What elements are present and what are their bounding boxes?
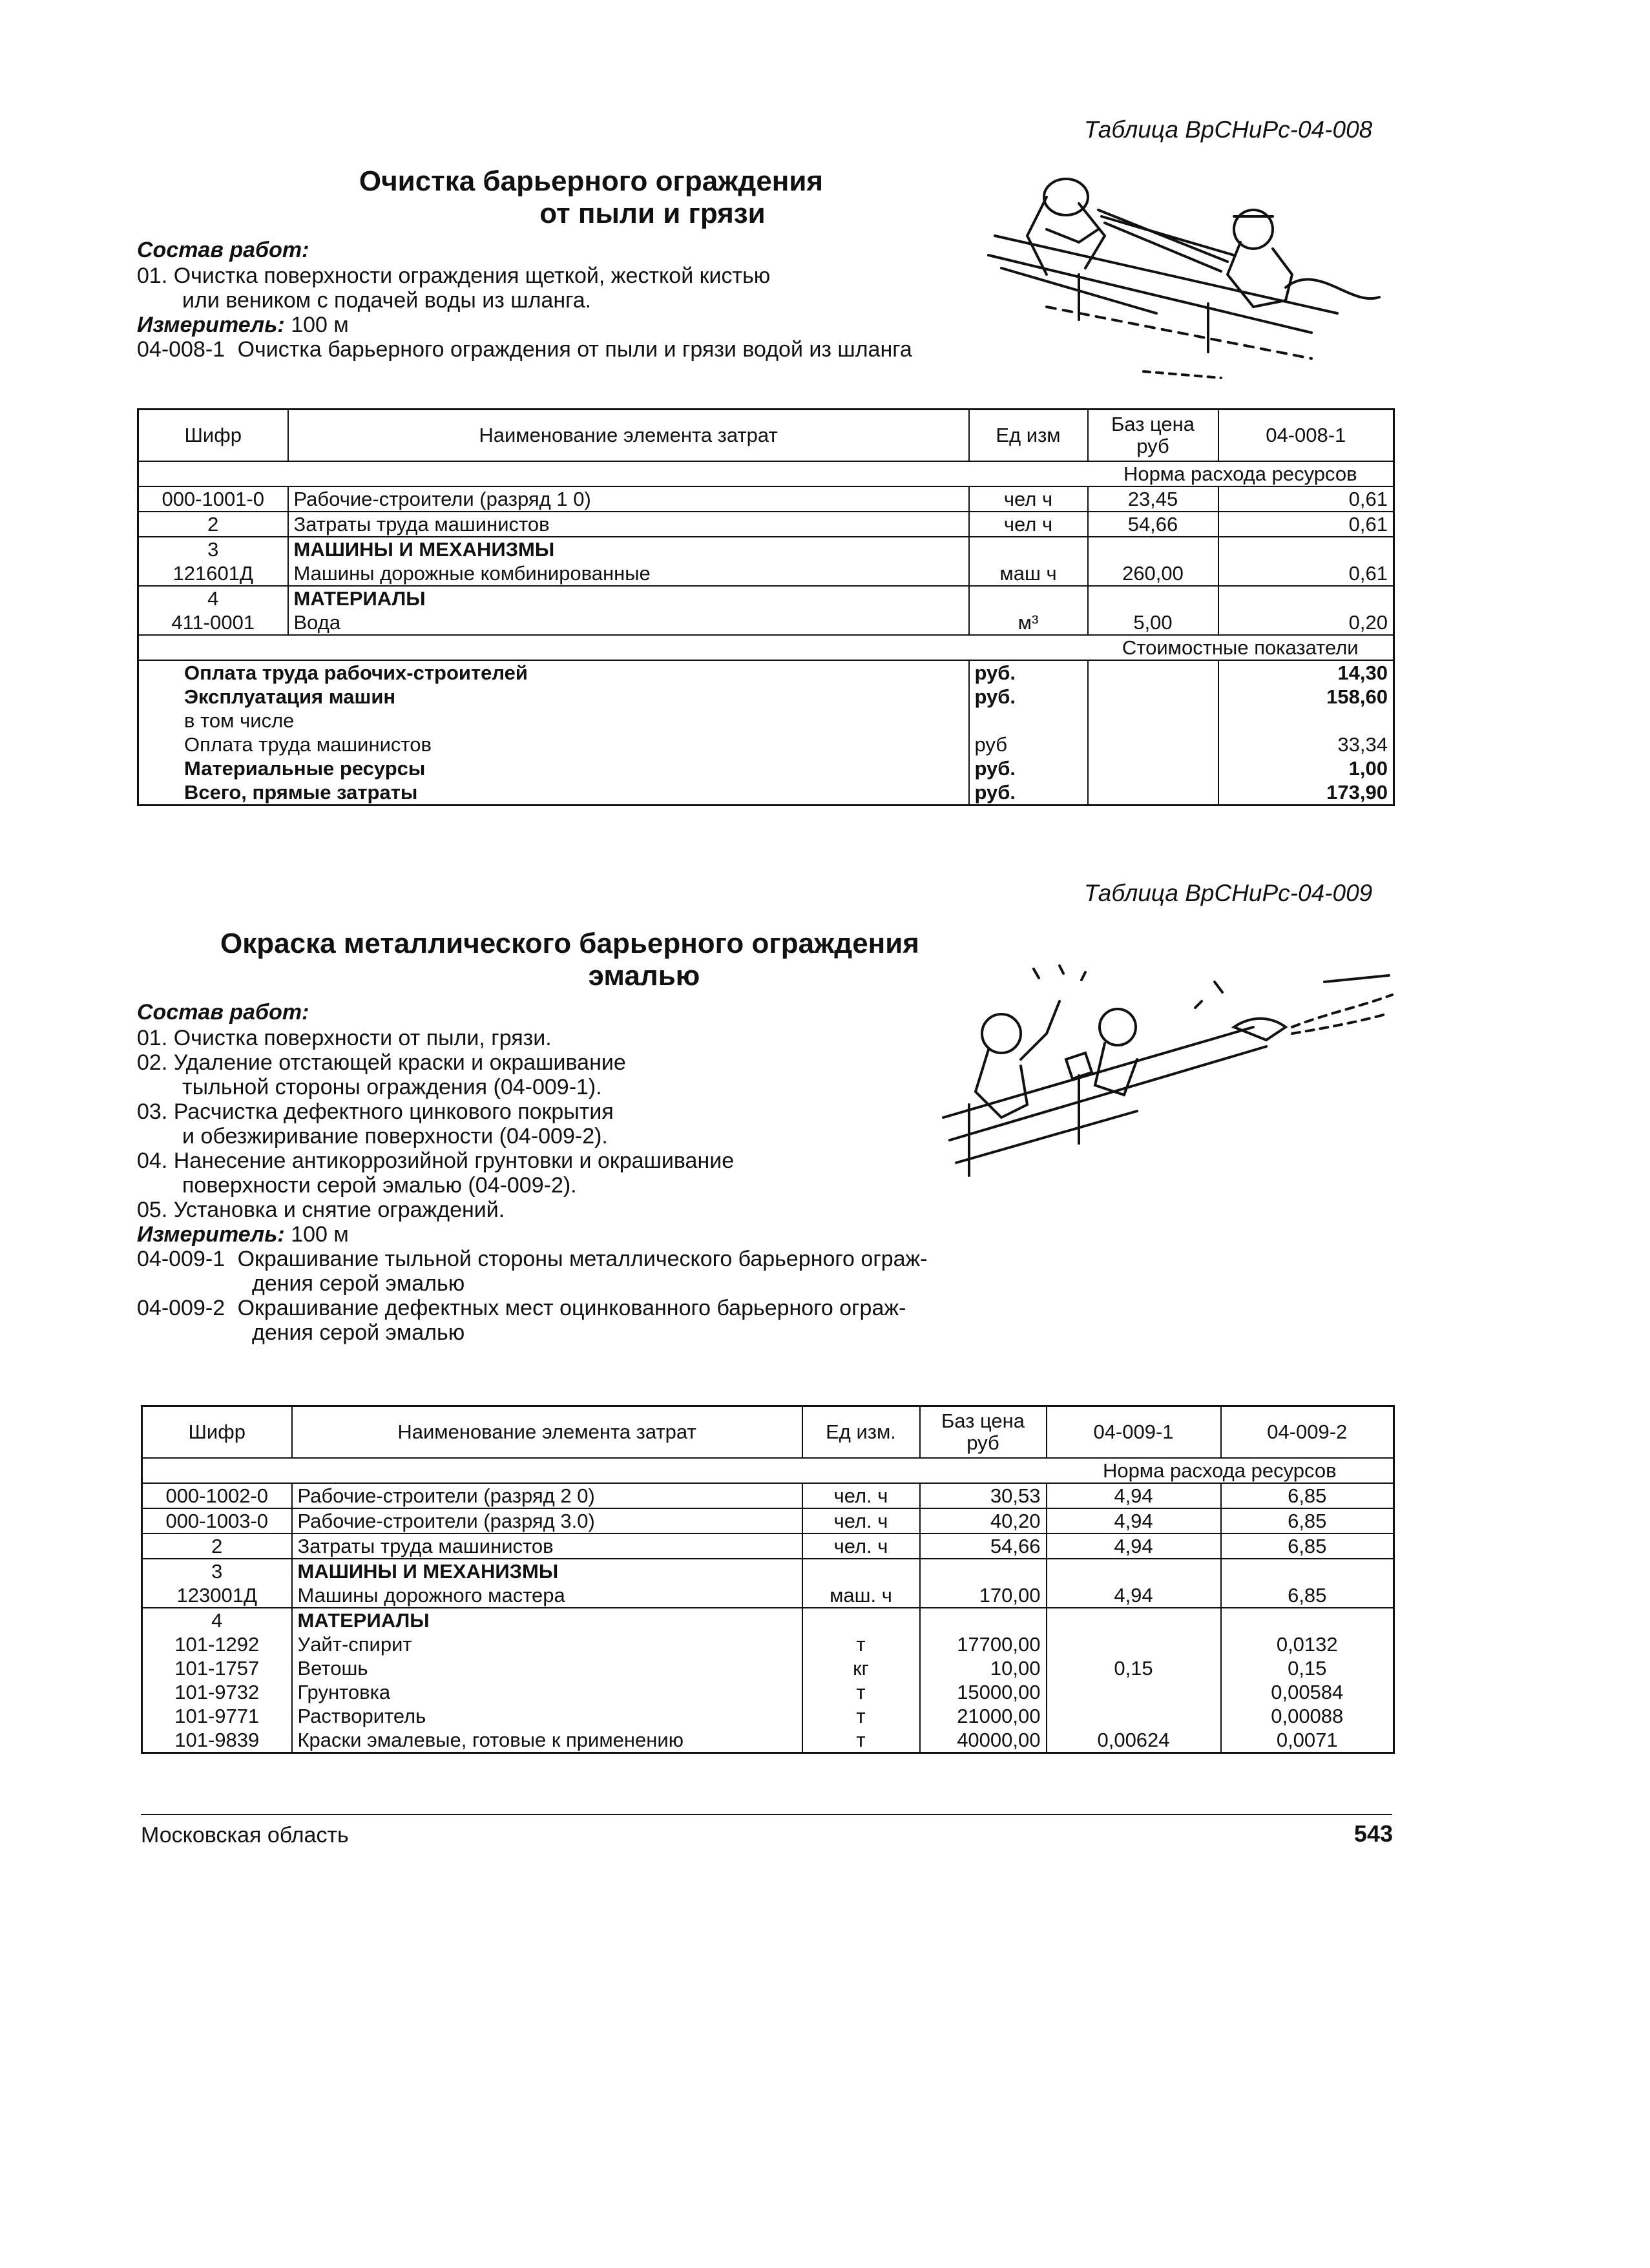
subsection-04-008-1: [137, 337, 912, 362]
col-header-code: Шифр: [138, 410, 288, 462]
section2-title-line2: эмалью: [588, 960, 700, 992]
table-row: 2 Затраты труда машинистов чел ч 54,66 0,61: [138, 512, 1394, 537]
cost-row: Материальные ресурсы руб. 1,00: [138, 756, 1394, 780]
norm-label: Норма расхода ресурсов: [1088, 461, 1394, 486]
work-item-text: Очистка поверхности ограждения щеткой, жесткой кистью: [173, 264, 771, 288]
resource-table-04-008: [137, 408, 1395, 806]
table-row: 3 МАШИНЫ И МЕХАНИЗМЫ: [142, 1559, 1394, 1583]
washing-worker-illustration: [950, 158, 1395, 384]
col-header-price: Баз цена руб: [1088, 410, 1218, 462]
work-item-04-cont: поверхности серой эмалью (04-009-2).: [182, 1173, 577, 1198]
table-row: 411-0001 Вода м³ 5,00 0,20: [138, 610, 1394, 635]
work-heading: Состав работ:: [137, 238, 309, 262]
col-header-unit: Ед изм.: [802, 1406, 920, 1459]
table-row: 101-9771 Растворитель т 21000,00 0,00088: [142, 1704, 1394, 1728]
table-header-row: [142, 1406, 1394, 1459]
cost-row: Всего, прямые затраты руб. 173,90: [138, 780, 1394, 806]
resource-table-04-009: [141, 1405, 1395, 1754]
col-header-name: Наименование элемента затрат: [292, 1406, 802, 1459]
table-row: 101-1757 Ветошь кг 10,00 0,15 0,15: [142, 1656, 1394, 1680]
measure-label: Измеритель:: [137, 313, 285, 337]
section1-title-line2: от пыли и грязи: [539, 198, 766, 229]
cost-label-row: [138, 635, 1394, 660]
col-header-price: Баз цена руб: [920, 1406, 1047, 1459]
table-label-04-009: Таблица ВрСНиРс-04-009: [1084, 880, 1373, 906]
work-item-04: 04. Нанесение антикоррозийной грунтовки и окрашивание: [137, 1149, 735, 1173]
col-header-name: Наименование элемента затрат: [288, 410, 969, 462]
subsection-04-009-1: 04-009-1 Окрашивание тыльной стороны металлического барьерного ограж-: [137, 1247, 928, 1271]
measure-value: 100 м: [291, 313, 349, 337]
cost-row: Эксплуатация машин руб. 158,60: [138, 685, 1394, 709]
table-row: 3 МАШИНЫ И МЕХАНИЗМЫ: [138, 537, 1394, 561]
footer-region: Московская область: [141, 1823, 349, 1847]
page-number: 543: [1353, 1820, 1393, 1847]
col-header-unit: Ед изм: [969, 410, 1088, 462]
section1-title: [194, 165, 988, 230]
table-row: 101-9732 Грунтовка т 15000,00 0,00584: [142, 1680, 1394, 1704]
table-row: 101-9839 Краски эмалевые, готовые к применению т 40000,00 0,00624 0,0071: [142, 1728, 1394, 1753]
subsection-04-009-2-cont: дения серой эмалью: [252, 1320, 465, 1345]
table-row: 4 МАТЕРИАЛЫ: [138, 586, 1394, 610]
work-item-02-cont: тыльной стороны ограждения (04-009-1).: [182, 1075, 602, 1099]
section1-work-block: [137, 238, 1029, 380]
footer-rule: [141, 1814, 1392, 1815]
table-row: 101-1292 Уайт-спирит т 17700,00 0,0132: [142, 1632, 1394, 1656]
work-item-03-cont: и обезжиривание поверхности (04-009-2).: [182, 1124, 608, 1149]
work-item-05: 05. Установка и снятие ограждений.: [137, 1198, 505, 1222]
measure: [137, 313, 349, 337]
measure: [137, 1222, 349, 1247]
section2-title: [169, 928, 970, 992]
col-header-04-008-1: 04-008-1: [1218, 410, 1394, 462]
col-header-04-009-2: 04-009-2: [1221, 1406, 1394, 1459]
work-item-01: 01. Очистка поверхности от пыли, грязи.: [137, 1026, 552, 1050]
table-row: 000-1001-0 Рабочие-строители (разряд 1 0) чел ч 23,45 0,61: [138, 486, 1394, 512]
section1-title-line1: Очистка барьерного ограждения: [359, 165, 824, 197]
norm-label-row: [142, 1458, 1394, 1483]
table-row: 4 МАТЕРИАЛЫ: [142, 1608, 1394, 1632]
norm-label-row: [138, 461, 1394, 486]
subsection-04-009-2: 04-009-2 Окрашивание дефектных мест оцинкованного барьерного ограж-: [137, 1296, 906, 1320]
table-row: 000-1003-0 Рабочие-строители (разряд 3.0) чел. ч 40,20 4,94 6,85: [142, 1508, 1394, 1534]
work-item-03: 03. Расчистка дефектного цинкового покрытия: [137, 1099, 614, 1124]
subsection-text: Очистка барьерного ограждения от пыли и грязи водой из шланга: [237, 337, 912, 362]
measure-value: 100 м: [291, 1222, 349, 1247]
measure-label: Измеритель:: [137, 1222, 285, 1247]
cost-row: Оплата труда машинистов руб 33,34: [138, 733, 1394, 756]
work-item-01-cont: или веником с подачей воды из шланга.: [182, 288, 592, 313]
work-item-01: [137, 264, 770, 288]
table-row: 2 Затраты труда машинистов чел. ч 54,66 4,94 6,85: [142, 1534, 1394, 1559]
cost-row: Оплата труда рабочих-строителей руб. 14,30: [138, 660, 1394, 685]
cost-row: в том числе: [138, 709, 1394, 733]
table-header-row: [138, 410, 1394, 462]
col-header-code: Шифр: [142, 1406, 292, 1459]
table-label-04-008: Таблица ВрСНиРс-04-008: [1084, 116, 1373, 143]
subsection-code: 04-008-1: [137, 337, 225, 362]
work-item-02: 02. Удаление отстающей краски и окрашивание: [137, 1050, 626, 1075]
norm-label: Норма расхода ресурсов: [1047, 1458, 1394, 1483]
painting-workers-illustration: [930, 956, 1395, 1195]
subsection-04-009-1-cont: дения серой эмалью: [252, 1271, 465, 1296]
table-row: 000-1002-0 Рабочие-строители (разряд 2 0) чел. ч 30,53 4,94 6,85: [142, 1483, 1394, 1508]
work-heading: Состав работ:: [137, 1000, 309, 1025]
table-row: 121601Д Машины дорожные комбинированные маш ч 260,00 0,61: [138, 561, 1394, 586]
table-row: 123001Д Машины дорожного мастера маш. ч 170,00 4,94 6,85: [142, 1583, 1394, 1608]
col-header-04-009-1: 04-009-1: [1047, 1406, 1221, 1459]
cost-label: Стоимостные показатели: [1088, 635, 1394, 660]
work-item-number: 01.: [137, 264, 168, 288]
section2-title-line1: Окраска металлического барьерного ограждения: [220, 928, 919, 959]
